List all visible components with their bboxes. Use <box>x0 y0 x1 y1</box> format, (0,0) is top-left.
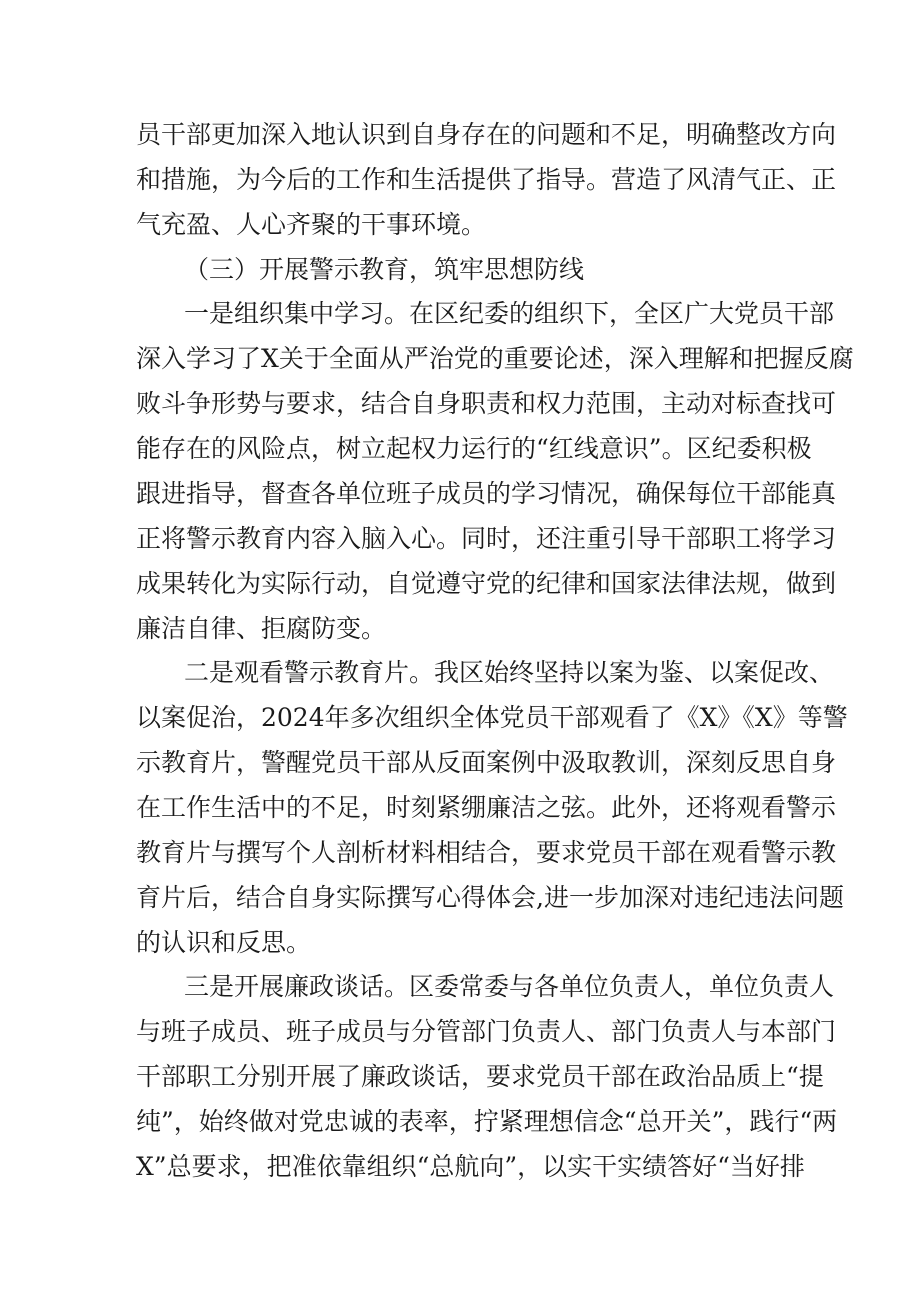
text-line: 员干部更加深入地认识到自身存在的问题和不足，明确整改方向 <box>136 120 837 149</box>
text-line: 纯”，始终做对党忠诚的表率，拧紧理想信念“总开关”，践行“两 <box>136 1107 838 1136</box>
text-line: 教育片与撰写个人剖析材料相结合，要求党员干部在观看警示教 <box>136 838 837 867</box>
text-line: 二是观看警示教育片。我区始终坚持以案为鉴、以案促改、 <box>184 658 835 687</box>
text-line: 一是组织集中学习。在区纪委的组织下，全区广大党员干部 <box>184 299 835 328</box>
text-line: 廉洁自律、拒腐防变。 <box>136 614 387 643</box>
text-line: 在工作生活中的不足，时刻紧绷廉洁之弦。此外，还将观看警示 <box>136 793 837 822</box>
text-line: 干部职工分别开展了廉政谈话，要求党员干部在政治品质上“提 <box>136 1062 824 1091</box>
section-heading: （三）开展警示教育，筑牢思想防线 <box>184 255 585 284</box>
text-line: 以案促治，2024年多次组织全体党员干部观看了《X》《X》等警 <box>136 703 848 732</box>
text-line: 气充盈、人心齐聚的干事环境。 <box>136 210 487 239</box>
text-line: 深入学习了X关于全面从严治党的重要论述，深入理解和把握反腐 <box>136 344 854 373</box>
text-line: 跟进指导，督查各单位班子成员的学习情况，确保每位干部能真 <box>136 479 837 508</box>
text-line: 三是开展廉政谈话。区委常委与各单位负责人，单位负责人 <box>184 972 835 1001</box>
text-line: 败斗争形势与要求，结合自身职责和权力范围，主动对标查找可 <box>136 389 837 418</box>
text-line: X”总要求，把准依靠组织“总航向”，以实干实绩答好“当好排 <box>136 1152 805 1181</box>
text-line: 育片后，结合自身实际撰写心得体会,进一步加深对违纪违法问题 <box>136 883 844 912</box>
text-line: 示教育片，警醒党员干部从反面案例中汲取教训，深刻反思自身 <box>136 748 837 777</box>
text-line: 与班子成员、班子成员与分管部门负责人、部门负责人与本部门 <box>136 1017 837 1046</box>
text-line: 和措施，为今后的工作和生活提供了指导。营造了风清气正、正 <box>136 165 837 194</box>
text-line: 能存在的风险点，树立起权力运行的“红线意识”。区纪委积极 <box>136 434 812 463</box>
text-line: 成果转化为实际行动，自觉遵守党的纪律和国家法律法规，做到 <box>136 569 837 598</box>
text-line: 的认识和反思。 <box>136 928 312 957</box>
text-line: 正将警示教育内容入脑入心。同时，还注重引导干部职工将学习 <box>136 524 837 553</box>
